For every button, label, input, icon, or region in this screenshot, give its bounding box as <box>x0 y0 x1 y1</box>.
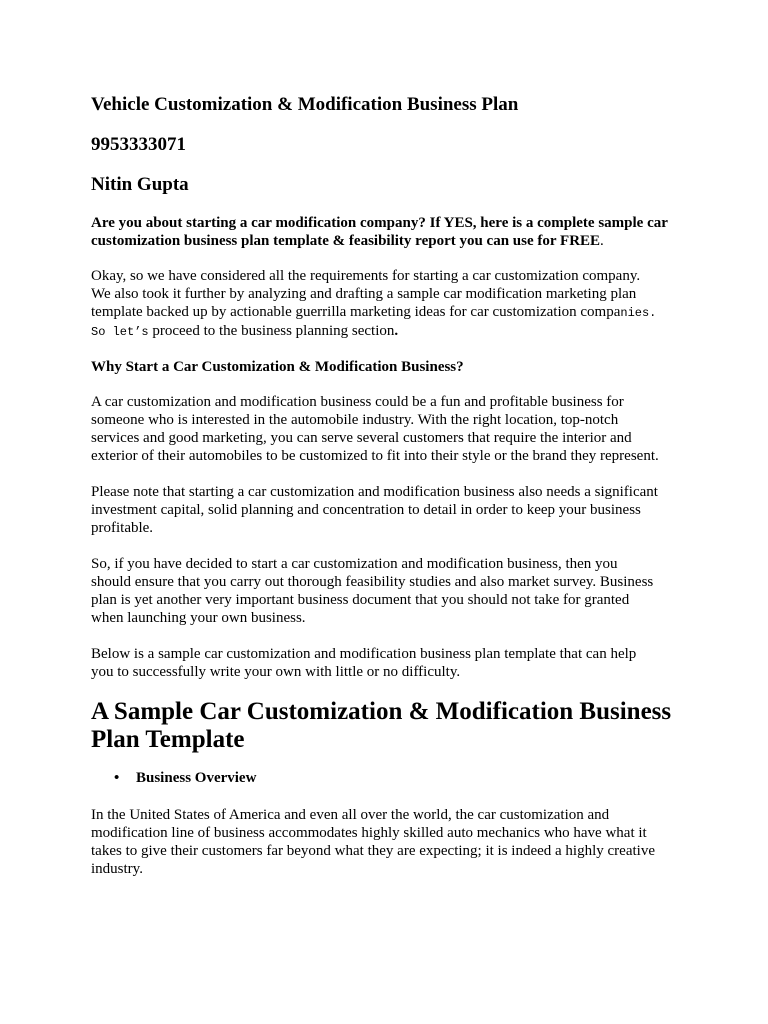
phone-number: 9953333071 <box>91 134 186 155</box>
template-heading: A Sample Car Customization & Modification Business Plan Template <box>91 698 672 753</box>
author-name: Nitin Gupta <box>91 174 189 195</box>
p1-period: . <box>394 323 399 339</box>
why-paragraph-3: So, if you have decided to start a car customization and modification business, then you should ensure that you carry out thorough feasibility studies and also market survey. Business plan is yet another very important business document that you should not take for granted when launching your own business. <box>91 556 654 626</box>
p1-mono-text: nies. So let’s <box>91 306 657 339</box>
why-paragraph-2: Please note that starting a car customization and modification business also needs a significant investment capital, solid planning and concentration to detail in order to keep your business profitable. <box>91 484 658 536</box>
why-start-heading: Why Start a Car Customization & Modification Business? <box>91 359 464 375</box>
requirements-paragraph <box>91 267 661 341</box>
intro-paragraph <box>91 214 691 250</box>
why-paragraph-1: A car customization and modification business could be a fun and profitable business for someone who is interested in the automobile industry. With the right location, top-notch services and good marketing, you can serve several customers that require the interior and exterior of their automobiles to be customized to fit into their style or the brand they represent. <box>91 394 659 464</box>
list-item <box>91 769 671 787</box>
bullet-icon: • <box>114 770 120 786</box>
p1-tail-text: proceed to the business planning section <box>148 323 395 339</box>
list-item-label: Business Overview <box>136 770 257 786</box>
intro-period: . <box>600 233 604 249</box>
p1-text: Okay, so we have considered all the requirements for starting a car customization company. We also took it further by analyzing and drafting a sample car modification marketing plan template backed up by actionable guerrilla marketing ideas for car customization compa <box>91 268 641 320</box>
section-list <box>91 769 671 787</box>
intro-text: Are you about starting a car modification company? If YES, here is a complete sample car customization business plan template & feasibility report you can use for FREE <box>91 215 668 249</box>
overview-paragraph: In the United States of America and even all over the world, the car customization and modification line of business accommodates highly skilled auto mechanics who have what it takes to give their customers far beyond what they are expecting; it is indeed a highly creative industry. <box>91 807 655 877</box>
document-title: Vehicle Customization & Modification Business Plan <box>91 94 519 115</box>
why-paragraph-4: Below is a sample car customization and modification business plan template that can help you to successfully write your own with little or no difficulty. <box>91 646 637 680</box>
